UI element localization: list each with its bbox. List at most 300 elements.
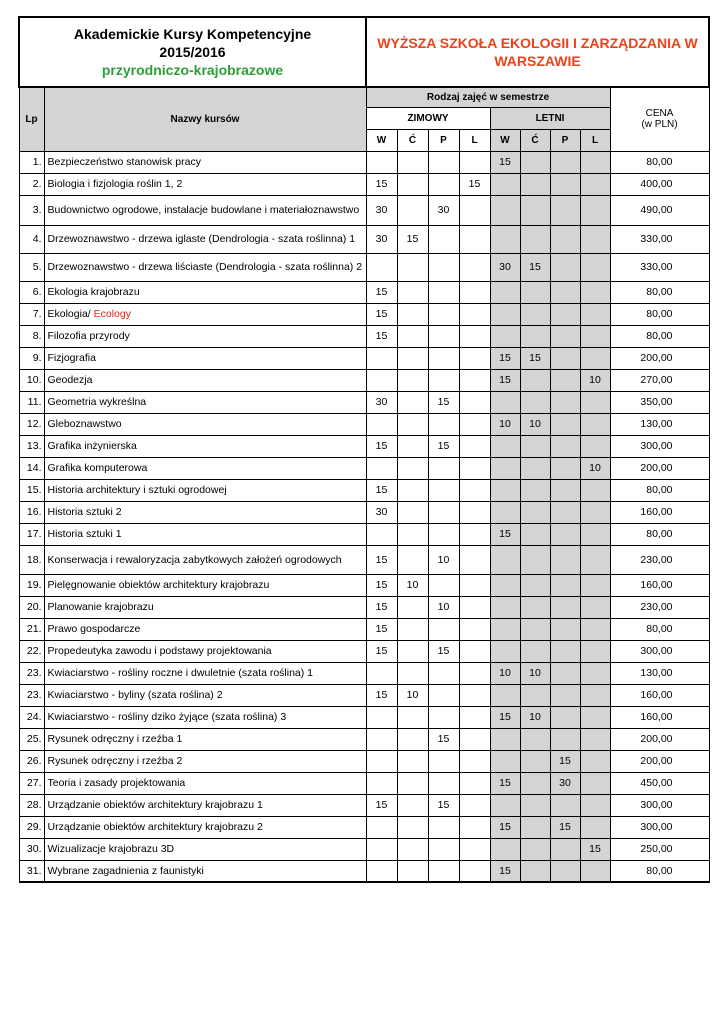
row-lp: 8. bbox=[19, 325, 44, 347]
row-zimowy-w bbox=[366, 728, 397, 750]
row-lp: 10. bbox=[19, 369, 44, 391]
row-letni-c bbox=[520, 303, 550, 325]
row-letni-w: 15 bbox=[490, 151, 520, 173]
row-letni-c bbox=[520, 545, 550, 574]
course-name-text: Planowanie krajobrazu bbox=[47, 601, 154, 613]
row-zimowy-p: 15 bbox=[428, 794, 459, 816]
row-letni-p bbox=[550, 640, 580, 662]
row-zimowy-p bbox=[428, 479, 459, 501]
row-letni-c bbox=[520, 772, 550, 794]
row-letni-c bbox=[520, 281, 550, 303]
table-row bbox=[19, 391, 709, 413]
row-zimowy-c bbox=[397, 325, 428, 347]
row-course-name bbox=[44, 706, 366, 728]
row-course-name bbox=[44, 662, 366, 684]
row-zimowy-w: 15 bbox=[366, 574, 397, 596]
row-price: 130,00 bbox=[610, 413, 709, 435]
table-row bbox=[19, 253, 709, 281]
table-row bbox=[19, 413, 709, 435]
row-letni-p bbox=[550, 662, 580, 684]
row-letni-l bbox=[580, 728, 610, 750]
row-letni-l bbox=[580, 347, 610, 369]
row-zimowy-l bbox=[459, 684, 490, 706]
row-price: 270,00 bbox=[610, 369, 709, 391]
row-zimowy-w bbox=[366, 369, 397, 391]
row-letni-l bbox=[580, 523, 610, 545]
row-zimowy-c bbox=[397, 838, 428, 860]
row-zimowy-p: 30 bbox=[428, 195, 459, 225]
row-letni-w: 15 bbox=[490, 347, 520, 369]
row-letni-p bbox=[550, 596, 580, 618]
row-zimowy-w: 15 bbox=[366, 640, 397, 662]
course-name-text: Grafika komputerowa bbox=[47, 462, 148, 474]
row-letni-p: 30 bbox=[550, 772, 580, 794]
row-letni-l bbox=[580, 479, 610, 501]
row-course-name bbox=[44, 457, 366, 479]
row-letni-w bbox=[490, 173, 520, 195]
column-headers bbox=[19, 87, 709, 151]
row-lp: 18. bbox=[19, 545, 44, 574]
row-letni-w: 15 bbox=[490, 369, 520, 391]
row-zimowy-l bbox=[459, 281, 490, 303]
row-letni-l bbox=[580, 750, 610, 772]
row-price: 350,00 bbox=[610, 391, 709, 413]
row-course-name bbox=[44, 347, 366, 369]
row-lp: 31. bbox=[19, 860, 44, 882]
row-zimowy-c: 10 bbox=[397, 574, 428, 596]
row-letni-l bbox=[580, 173, 610, 195]
row-zimowy-w: 30 bbox=[366, 391, 397, 413]
col-zimowy: ZIMOWY bbox=[366, 107, 490, 129]
row-price: 300,00 bbox=[610, 435, 709, 457]
row-course-name bbox=[44, 479, 366, 501]
row-zimowy-w: 15 bbox=[366, 618, 397, 640]
program-name: przyrodniczo-krajobrazowe bbox=[101, 62, 284, 78]
row-lp: 20. bbox=[19, 596, 44, 618]
row-letni-p bbox=[550, 838, 580, 860]
row-price: 80,00 bbox=[610, 479, 709, 501]
row-lp: 19. bbox=[19, 574, 44, 596]
row-zimowy-w: 15 bbox=[366, 435, 397, 457]
row-letni-p bbox=[550, 457, 580, 479]
row-letni-w bbox=[490, 596, 520, 618]
row-zimowy-c bbox=[397, 523, 428, 545]
row-zimowy-w: 15 bbox=[366, 684, 397, 706]
row-zimowy-p bbox=[428, 457, 459, 479]
row-letni-l bbox=[580, 640, 610, 662]
row-course-name bbox=[44, 253, 366, 281]
row-zimowy-w: 15 bbox=[366, 173, 397, 195]
row-letni-l bbox=[580, 618, 610, 640]
row-zimowy-l bbox=[459, 457, 490, 479]
course-name-text: Propedeutyka zawodu i podstawy projektowania bbox=[47, 645, 272, 657]
row-letni-w bbox=[490, 684, 520, 706]
row-zimowy-w: 15 bbox=[366, 281, 397, 303]
row-price: 300,00 bbox=[610, 640, 709, 662]
row-zimowy-l bbox=[459, 838, 490, 860]
row-letni-w bbox=[490, 195, 520, 225]
row-lp: 7. bbox=[19, 303, 44, 325]
row-zimowy-c bbox=[397, 816, 428, 838]
col-z-l: L bbox=[459, 129, 490, 151]
row-letni-w bbox=[490, 303, 520, 325]
row-zimowy-p: 15 bbox=[428, 728, 459, 750]
row-zimowy-w bbox=[366, 347, 397, 369]
row-zimowy-c bbox=[397, 545, 428, 574]
course-name-text: Grafika inżynierska bbox=[47, 440, 137, 452]
row-letni-c: 10 bbox=[520, 413, 550, 435]
row-zimowy-c bbox=[397, 281, 428, 303]
row-price: 300,00 bbox=[610, 794, 709, 816]
row-zimowy-l bbox=[459, 253, 490, 281]
row-zimowy-w: 15 bbox=[366, 303, 397, 325]
row-zimowy-w bbox=[366, 772, 397, 794]
row-price: 200,00 bbox=[610, 750, 709, 772]
row-lp: 6. bbox=[19, 281, 44, 303]
row-letni-l bbox=[580, 195, 610, 225]
row-zimowy-c bbox=[397, 501, 428, 523]
table-row bbox=[19, 369, 709, 391]
row-zimowy-c bbox=[397, 435, 428, 457]
row-zimowy-w: 15 bbox=[366, 325, 397, 347]
row-zimowy-l: 15 bbox=[459, 173, 490, 195]
row-course-name bbox=[44, 413, 366, 435]
row-zimowy-c bbox=[397, 479, 428, 501]
row-course-name bbox=[44, 325, 366, 347]
row-letni-p bbox=[550, 794, 580, 816]
course-name-text: Gleboznawstwo bbox=[47, 418, 122, 430]
row-zimowy-w: 15 bbox=[366, 479, 397, 501]
row-price: 330,00 bbox=[610, 253, 709, 281]
row-price: 80,00 bbox=[610, 303, 709, 325]
col-l-l: L bbox=[580, 129, 610, 151]
row-zimowy-c bbox=[397, 860, 428, 882]
course-name-text: Urządzanie obiektów architektury krajobrazu 1 bbox=[47, 799, 263, 811]
row-letni-p bbox=[550, 391, 580, 413]
row-zimowy-p bbox=[428, 860, 459, 882]
row-letni-c: 10 bbox=[520, 662, 550, 684]
row-letni-p bbox=[550, 860, 580, 882]
row-letni-p bbox=[550, 435, 580, 457]
row-zimowy-l bbox=[459, 596, 490, 618]
row-zimowy-l bbox=[459, 303, 490, 325]
row-zimowy-c bbox=[397, 173, 428, 195]
row-zimowy-w bbox=[366, 750, 397, 772]
row-price: 80,00 bbox=[610, 523, 709, 545]
row-letni-w bbox=[490, 435, 520, 457]
row-price: 80,00 bbox=[610, 325, 709, 347]
course-name-text: Fizjografia bbox=[47, 352, 96, 364]
row-letni-w bbox=[490, 574, 520, 596]
course-name-text: Prawo gospodarcze bbox=[47, 623, 141, 635]
row-course-name bbox=[44, 838, 366, 860]
row-zimowy-c: 15 bbox=[397, 225, 428, 253]
row-price: 80,00 bbox=[610, 281, 709, 303]
row-letni-p bbox=[550, 225, 580, 253]
col-lp: Lp bbox=[19, 87, 44, 151]
row-letni-l bbox=[580, 706, 610, 728]
row-letni-l bbox=[580, 325, 610, 347]
row-letni-l bbox=[580, 501, 610, 523]
course-name-text: Geometria wykreślna bbox=[47, 396, 147, 408]
row-lp: 30. bbox=[19, 838, 44, 860]
row-price: 160,00 bbox=[610, 706, 709, 728]
row-zimowy-w bbox=[366, 413, 397, 435]
course-name-text: Ekologia/ bbox=[47, 308, 94, 320]
row-letni-w bbox=[490, 457, 520, 479]
row-zimowy-p bbox=[428, 347, 459, 369]
row-letni-c bbox=[520, 391, 550, 413]
row-course-name bbox=[44, 391, 366, 413]
row-zimowy-w bbox=[366, 662, 397, 684]
row-zimowy-w bbox=[366, 838, 397, 860]
row-price: 200,00 bbox=[610, 347, 709, 369]
row-zimowy-c bbox=[397, 772, 428, 794]
row-zimowy-c bbox=[397, 794, 428, 816]
row-course-name bbox=[44, 728, 366, 750]
table-row bbox=[19, 347, 709, 369]
row-letni-c bbox=[520, 325, 550, 347]
row-lp: 2. bbox=[19, 173, 44, 195]
row-letni-p bbox=[550, 479, 580, 501]
row-zimowy-l bbox=[459, 545, 490, 574]
table-row bbox=[19, 435, 709, 457]
row-letni-c bbox=[520, 816, 550, 838]
row-lp: 23. bbox=[19, 662, 44, 684]
row-zimowy-w: 30 bbox=[366, 195, 397, 225]
row-letni-l bbox=[580, 435, 610, 457]
row-course-name bbox=[44, 225, 366, 253]
row-letni-l bbox=[580, 794, 610, 816]
row-letni-c bbox=[520, 195, 550, 225]
table-row bbox=[19, 303, 709, 325]
row-letni-c bbox=[520, 794, 550, 816]
row-letni-c bbox=[520, 860, 550, 882]
course-name-text: Kwiaciarstwo - rośliny roczne i dwuletnie (szata roślina) 1 bbox=[47, 667, 314, 679]
row-letni-c bbox=[520, 457, 550, 479]
row-zimowy-w bbox=[366, 253, 397, 281]
row-price: 300,00 bbox=[610, 816, 709, 838]
row-lp: 24. bbox=[19, 706, 44, 728]
row-zimowy-l bbox=[459, 816, 490, 838]
table-row bbox=[19, 838, 709, 860]
document bbox=[18, 16, 708, 883]
course-name-text: Konserwacja i rewaloryzacja zabytkowych założeń ogrodowych bbox=[47, 553, 342, 566]
table-row bbox=[19, 225, 709, 253]
courses-table bbox=[18, 16, 710, 883]
row-zimowy-p bbox=[428, 706, 459, 728]
table-row bbox=[19, 662, 709, 684]
row-letni-w: 15 bbox=[490, 706, 520, 728]
row-zimowy-p bbox=[428, 772, 459, 794]
table-row bbox=[19, 523, 709, 545]
row-zimowy-c bbox=[397, 750, 428, 772]
row-lp: 9. bbox=[19, 347, 44, 369]
row-letni-w: 10 bbox=[490, 413, 520, 435]
table-row bbox=[19, 281, 709, 303]
table-row bbox=[19, 728, 709, 750]
row-lp: 12. bbox=[19, 413, 44, 435]
row-letni-p bbox=[550, 347, 580, 369]
row-zimowy-p bbox=[428, 369, 459, 391]
row-zimowy-w: 15 bbox=[366, 794, 397, 816]
col-name: Nazwy kursów bbox=[44, 87, 366, 151]
row-zimowy-p bbox=[428, 151, 459, 173]
course-name-text: Biologia i fizjologia roślin 1, 2 bbox=[47, 178, 183, 190]
row-zimowy-w: 15 bbox=[366, 545, 397, 574]
col-cena bbox=[610, 87, 709, 151]
row-zimowy-c bbox=[397, 618, 428, 640]
row-lp: 4. bbox=[19, 225, 44, 253]
row-lp: 25. bbox=[19, 728, 44, 750]
row-letni-c bbox=[520, 479, 550, 501]
table-row bbox=[19, 151, 709, 173]
row-letni-w bbox=[490, 391, 520, 413]
course-name-text: Pielęgnowanie obiektów architektury krajobrazu bbox=[47, 579, 270, 591]
row-price: 80,00 bbox=[610, 618, 709, 640]
row-zimowy-p: 15 bbox=[428, 640, 459, 662]
course-name-text: Geodezja bbox=[47, 374, 93, 386]
row-course-name bbox=[44, 772, 366, 794]
row-letni-p bbox=[550, 706, 580, 728]
row-letni-c bbox=[520, 684, 550, 706]
row-lp: 23. bbox=[19, 684, 44, 706]
row-course-name bbox=[44, 816, 366, 838]
row-zimowy-p bbox=[428, 523, 459, 545]
col-z-p: P bbox=[428, 129, 459, 151]
col-z-c: Ć bbox=[397, 129, 428, 151]
row-letni-l bbox=[580, 574, 610, 596]
col-rodzaj: Rodzaj zajęć w semestrze bbox=[366, 87, 610, 107]
col-l-c: Ć bbox=[520, 129, 550, 151]
row-zimowy-l bbox=[459, 501, 490, 523]
col-l-w: W bbox=[490, 129, 520, 151]
row-zimowy-c bbox=[397, 596, 428, 618]
row-letni-p bbox=[550, 325, 580, 347]
row-letni-l bbox=[580, 684, 610, 706]
row-letni-c bbox=[520, 750, 550, 772]
row-price: 160,00 bbox=[610, 501, 709, 523]
row-letni-w bbox=[490, 545, 520, 574]
academic-year: 2015/2016 bbox=[159, 44, 226, 60]
row-letni-p bbox=[550, 253, 580, 281]
row-letni-l bbox=[580, 860, 610, 882]
course-name-text: Rysunek odręczny i rzeźba 1 bbox=[47, 733, 183, 745]
row-zimowy-p bbox=[428, 253, 459, 281]
table-row bbox=[19, 772, 709, 794]
row-zimowy-c bbox=[397, 728, 428, 750]
table-row bbox=[19, 325, 709, 347]
row-letni-c bbox=[520, 435, 550, 457]
row-letni-w bbox=[490, 225, 520, 253]
row-zimowy-p bbox=[428, 816, 459, 838]
col-z-w: W bbox=[366, 129, 397, 151]
col-cena-unit: (w PLN) bbox=[641, 119, 678, 131]
row-letni-p bbox=[550, 195, 580, 225]
col-letni: LETNI bbox=[490, 107, 610, 129]
row-letni-w bbox=[490, 728, 520, 750]
row-letni-w: 15 bbox=[490, 772, 520, 794]
row-zimowy-l bbox=[459, 618, 490, 640]
table-row bbox=[19, 640, 709, 662]
row-zimowy-w: 30 bbox=[366, 501, 397, 523]
row-letni-c bbox=[520, 574, 550, 596]
row-zimowy-c bbox=[397, 195, 428, 225]
row-zimowy-p bbox=[428, 574, 459, 596]
row-letni-l bbox=[580, 413, 610, 435]
row-letni-l bbox=[580, 772, 610, 794]
row-zimowy-c bbox=[397, 662, 428, 684]
row-letni-w: 15 bbox=[490, 523, 520, 545]
row-zimowy-w bbox=[366, 860, 397, 882]
row-zimowy-p bbox=[428, 618, 459, 640]
row-letni-c bbox=[520, 523, 550, 545]
row-price: 490,00 bbox=[610, 195, 709, 225]
row-zimowy-w bbox=[366, 523, 397, 545]
row-course-name bbox=[44, 281, 366, 303]
col-cena-label: CENA bbox=[645, 108, 674, 120]
row-lp: 11. bbox=[19, 391, 44, 413]
course-name-text: Kwiaciarstwo - byliny (szata roślina) 2 bbox=[47, 689, 223, 701]
row-course-name bbox=[44, 860, 366, 882]
row-letni-p bbox=[550, 413, 580, 435]
row-course-name bbox=[44, 794, 366, 816]
row-zimowy-c bbox=[397, 640, 428, 662]
row-letni-p bbox=[550, 151, 580, 173]
row-letni-l bbox=[580, 151, 610, 173]
row-course-name bbox=[44, 151, 366, 173]
row-letni-l bbox=[580, 391, 610, 413]
row-price: 160,00 bbox=[610, 574, 709, 596]
row-course-name bbox=[44, 596, 366, 618]
row-course-name bbox=[44, 750, 366, 772]
row-letni-w: 10 bbox=[490, 662, 520, 684]
row-letni-c bbox=[520, 596, 550, 618]
row-price: 450,00 bbox=[610, 772, 709, 794]
table-row bbox=[19, 816, 709, 838]
row-letni-w bbox=[490, 618, 520, 640]
row-letni-p bbox=[550, 173, 580, 195]
row-price: 160,00 bbox=[610, 684, 709, 706]
row-zimowy-l bbox=[459, 325, 490, 347]
row-letni-p bbox=[550, 523, 580, 545]
row-lp: 27. bbox=[19, 772, 44, 794]
row-zimowy-c bbox=[397, 413, 428, 435]
row-zimowy-l bbox=[459, 347, 490, 369]
row-zimowy-p: 10 bbox=[428, 596, 459, 618]
row-price: 130,00 bbox=[610, 662, 709, 684]
course-name-text: Filozofia przyrody bbox=[47, 330, 130, 342]
row-letni-p bbox=[550, 618, 580, 640]
row-letni-c: 15 bbox=[520, 253, 550, 281]
row-letni-l: 10 bbox=[580, 369, 610, 391]
row-letni-p bbox=[550, 303, 580, 325]
row-zimowy-p bbox=[428, 173, 459, 195]
row-zimowy-l bbox=[459, 523, 490, 545]
row-zimowy-p bbox=[428, 413, 459, 435]
row-letni-l bbox=[580, 596, 610, 618]
row-letni-c bbox=[520, 173, 550, 195]
row-zimowy-w: 15 bbox=[366, 596, 397, 618]
row-lp: 26. bbox=[19, 750, 44, 772]
course-name-text: Historia sztuki 1 bbox=[47, 528, 122, 540]
row-lp: 13. bbox=[19, 435, 44, 457]
row-course-name bbox=[44, 435, 366, 457]
row-zimowy-p bbox=[428, 750, 459, 772]
row-letni-p: 15 bbox=[550, 816, 580, 838]
row-letni-l: 15 bbox=[580, 838, 610, 860]
table-row bbox=[19, 618, 709, 640]
